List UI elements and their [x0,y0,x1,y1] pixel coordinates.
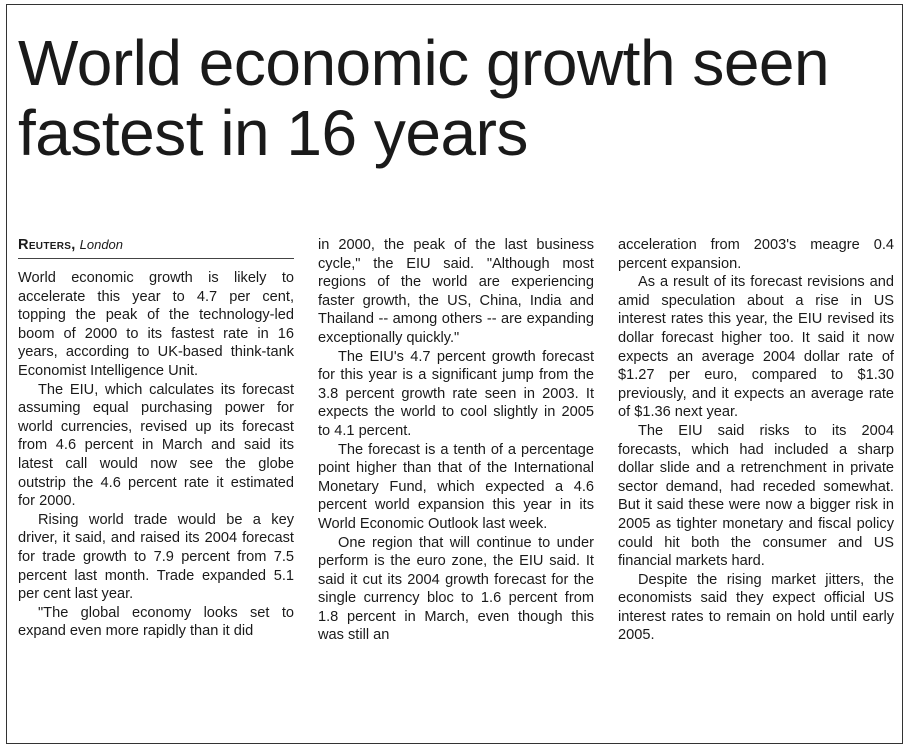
paragraph: The EIU, which calculates its forecast assuming equal purchasing power for world currencies, revised up its forecast from 4.6 percent in March and said its latest call would now see the globe outstrip the 4.6 percent rate it estimated for 2000. [18,381,294,510]
paragraph: The EIU's 4.7 percent growth forecast for this year is a significant jump from the 3.8 percent growth rate seen in 2003. It expects the world to cool slightly in 2005 to 4.1 percent. [318,348,594,439]
paragraph: The forecast is a tenth of a percentage point higher than that of the International Monetary Fund, which expected a 4.6 percent world expansion this year in its World Economic Outlook last week. [318,441,594,532]
paragraph: in 2000, the peak of the last business cycle," the EIU said. "Although most regions of the world are experiencing faster growth, the US, China, India and Thailand -- among others -- are expanding exceptionally quickly." [318,237,594,346]
paragraph: As a result of its forecast revisions and amid speculation about a rise in US interest rates this year, the EIU revised its dollar forecast higher too. It said it now expects an average 2004 dollar rate of $1.27 per euro, compared to $1.30 previously, and it expects an average rate of $1.36 next year. [618,274,894,421]
paragraph: Despite the rising market jitters, the economists said they expect official US interest rates to remain on hold until early 2005. [618,571,894,644]
headline: World economic growth seen fastest in 16 years [18,27,830,169]
byline [18,236,294,259]
paragraph: World economic growth is likely to accelerate this year to 4.7 per cent, topping the peak of the technology-led boom of 2000 to its fastest rate in 16 years, according to UK-based think-tank Economist Intelligence Unit. [18,270,294,379]
byline-agency: Reuters, [18,237,76,253]
paragraph: One region that will continue to under perform is the euro zone, the EIU said. It said it cut its 2004 growth forecast for the single currency bloc to 1.6 percent from 1.8 percent in March, even though this was still an [318,534,594,644]
paragraph: The EIU said risks to its 2004 forecasts, which had included a sharp dollar slide and a retrenchment in private sector demand, had receded somewhat. But it said these were now a bigger risk in 2005 as tighter monetary and fiscal policy could hit both the consumer and US financial markets hard. [618,422,894,570]
article-column-3 [618,236,894,645]
article-column-1 [18,236,294,641]
article-column-2 [318,236,594,645]
byline-place: London [79,237,124,252]
paragraph: "The global economy looks set to expand even more rapidly than it did [18,604,294,640]
paragraph: acceleration from 2003's meagre 0.4 percent expansion. [618,237,894,272]
paragraph: Rising world trade would be a key driver, it said, and raised its 2004 forecast for trade growth to 7.9 percent from 7.5 percent last month. Trade expanded 5.1 per cent last year. [18,511,294,603]
